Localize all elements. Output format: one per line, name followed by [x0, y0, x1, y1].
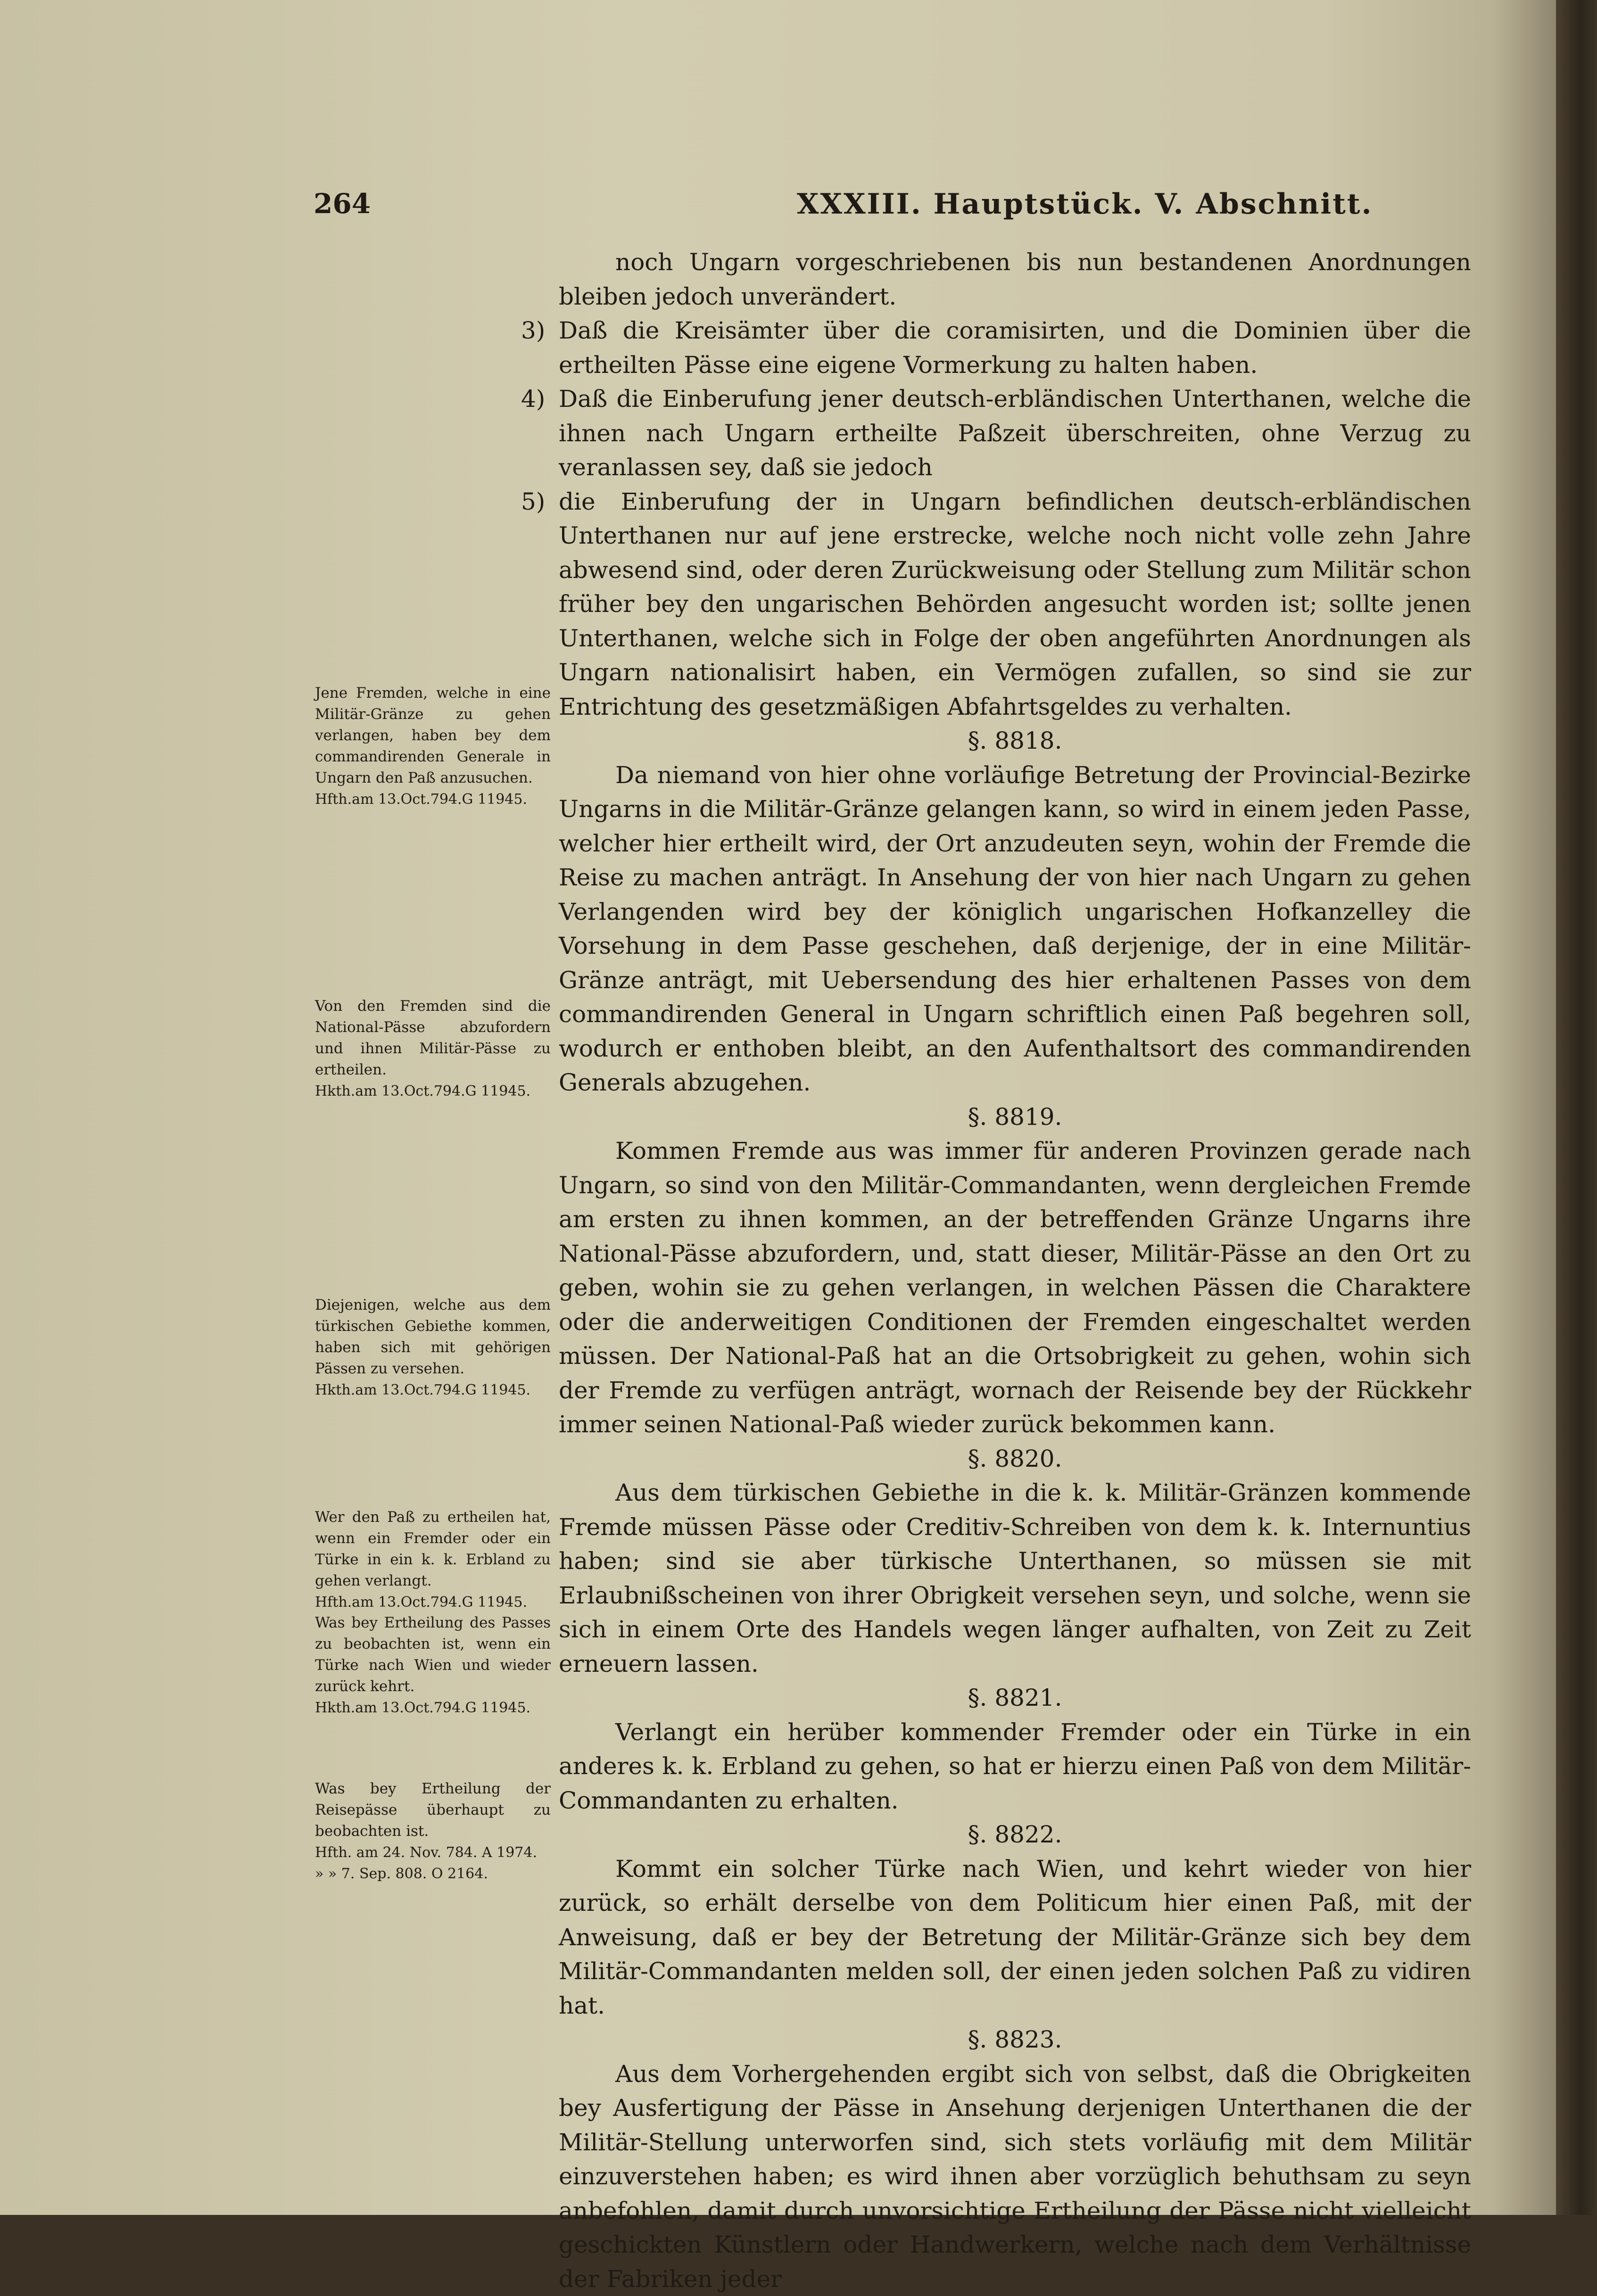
section-body-8823: Aus dem Vorhergehenden ergibt sich von selbst, daß die Obrigkeiten bey Ausfertigung der Pässe in Ansehung derjenigen Unterthanen die der Militär-Stellung unterworfen sind, sich stets vorläufig mit dem Militär einzuverstehen haben; es wird ihnen aber vorzüglich behuthsam zu seyn anbefohlen, damit durch unvorsichtige Ertheilung der Pässe nicht vielleicht geschickten Künstlern oder Handwerkern, welche nach dem Verhältnisse der Fabriken jeder	[559, 2057, 1471, 2296]
running-head: XXXIII. Hauptstück. V. Abschnitt.	[797, 188, 1373, 221]
item-text: die Einberufung der in Ungarn befindlichen deutsch-erbländischen Unterthanen nur auf jene erstrecke, welche noch nicht volle zehn Jahre abwesend sind, oder deren Zurückweisung oder Stellung zum Militär schon früher bey den ungarischen Behörden angesucht worden ist; sollte jenen Unterthanen, welche sich in Folge der oben angeführten Anordnungen als Ungarn nationalisirt haben, ein Vermögen zufallen, so sind sie zur Entrichtung des gesetzmäßigen Abfahrtsgeldes zu verhalten.	[559, 485, 1471, 724]
margin-note-ref: Hkth.am 13.Oct.794.G 11945.	[315, 1081, 551, 1102]
list-item	[559, 382, 1471, 485]
main-text	[559, 245, 1471, 2296]
item-number: 3)	[502, 314, 559, 382]
margin-note-ref: Hfth. am 24. Nov. 784. A 1974.	[315, 1842, 551, 1863]
item-number: 4)	[502, 382, 559, 485]
section-number-8819: §. 8819.	[559, 1100, 1471, 1134]
section-body-8819: Kommen Fremde aus was immer für anderen Provinzen gerade nach Ungarn, so sind von den Militär-Commandanten, wenn dergleichen Fremde am ersten zu ihnen kommen, an der betreffenden Gränze Ungarns ihre National-Pässe abzufordern, und, statt dieser, Militär-Pässe an den Ort zu geben, wohin sie zu gehen verlangen, in welchen Pässen die Charaktere oder die anderweitigen Conditionen der Fremden eingeschaltet werden müssen. Der National-Paß hat an die Ortsobrigkeit zu gehen, wohin sich der Fremde zu verfügen anträgt, wornach der Reisende bey der Rückkehr immer seinen National-Paß wieder zurück bekommen kann.	[559, 1134, 1471, 1442]
margin-note-ref: Hkth.am 13.Oct.794.G 11945.	[315, 1379, 551, 1401]
margin-note-text: Wer den Paß zu ertheilen hat, wenn ein Fremder oder ein Türke in ein k. k. Erbland zu gehen verlangt.	[315, 1509, 551, 1589]
section-number-8822: §. 8822.	[559, 1817, 1471, 1852]
margin-note-ref: Hfth.am 13.Oct.794.G 11945.	[315, 789, 551, 810]
margin-note-ref-2: » » 7. Sep. 808. O 2164.	[315, 1863, 551, 1884]
margin-note-text: Jene Fremden, welche in eine Militär-Gränze zu gehen verlangen, haben bey dem commandirenden Generale in Ungarn den Paß anzusuchen.	[315, 685, 551, 786]
continuation-text: noch Ungarn vorgeschriebenen bis nun bestandenen Anordnungen bleiben jedoch unverändert.	[559, 245, 1471, 314]
item-text: Daß die Einberufung jener deutsch-erbländischen Unterthanen, welche die ihnen nach Ungarn ertheilte Paßzeit überschreiten, ohne Verzug zu veranlassen sey, daß sie jedoch	[559, 382, 1471, 485]
margin-note-8820	[315, 1295, 551, 1401]
section-number-8821: §. 8821.	[559, 1681, 1471, 1715]
margin-note-ref: Hfth.am 13.Oct.794.G 11945.	[315, 1592, 551, 1613]
margin-note-8821	[315, 1507, 551, 1613]
margin-note-text: Von den Fremden sind die National-Pässe abzufordern und ihnen Militär-Pässe zu ertheilen.	[315, 998, 551, 1078]
margin-note-text: Was bey Ertheilung des Passes zu beobachten ist, wenn ein Türke nach Wien und wieder zurück kehrt.	[315, 1614, 551, 1695]
item-number: 5)	[502, 485, 559, 724]
margin-note-8819	[315, 996, 551, 1102]
section-body-8820: Aus dem türkischen Gebiethe in die k. k. Militär-Gränzen kommende Fremde müssen Pässe oder Creditiv-Schreiben von dem k. k. Internuntius haben; sind sie aber türkische Unterthanen, so müssen sie mit Erlaubnißscheinen von ihrer Obrigkeit versehen seyn, und solche, wenn sie sich in einem Orte des Handels wegen länger aufhalten, von Zeit zu Zeit erneuern lassen.	[559, 1476, 1471, 1681]
section-body-8818: Da niemand von hier ohne vorläufige Betretung der Provincial-Bezirke Ungarns in die Militär-Gränze gelangen kann, so wird in einem jeden Passe, welcher hier ertheilt wird, der Ort anzudeuten seyn, wohin der Fremde die Reise zu machen anträgt. In Ansehung der von hier nach Ungarn zu gehen Verlangenden wird bey der königlich ungarischen Hofkanzelley die Vorsehung in dem Passe geschehen, daß derjenige, der in eine Militär-Gränze anträgt, mit Uebersendung des hier erhaltenen Passes von dem commandirenden General in Ungarn schriftlich einen Paß begehren soll, wodurch er enthoben bleibt, an den Aufenthaltsort des commandirenden Generals abzugehen.	[559, 758, 1471, 1100]
page-number: 264	[314, 188, 371, 220]
section-body-8822: Kommt ein solcher Türke nach Wien, und kehrt wieder von hier zurück, so erhält derselbe von dem Politicum hier einen Paß, mit der Anweisung, daß er bey der Betretung der Militär-Gränze sich bey dem Militär-Commandanten melden soll, der einen jeden solchen Paß zu vidiren hat.	[559, 1852, 1471, 2023]
list-item	[559, 485, 1471, 724]
section-number-8818: §. 8818.	[559, 724, 1471, 758]
section-number-8823: §. 8823.	[559, 2023, 1471, 2057]
margin-note-8822	[315, 1612, 551, 1718]
section-body-8821: Verlangt ein herüber kommender Fremder oder ein Türke in ein anderes k. k. Erbland zu gehen, so hat er hierzu einen Paß von dem Militär-Commandanten zu erhalten.	[559, 1715, 1471, 1818]
margin-note-ref: Hkth.am 13.Oct.794.G 11945.	[315, 1697, 551, 1718]
section-number-8820: §. 8820.	[559, 1442, 1471, 1476]
item-text: Daß die Kreisämter über die coramisirten, und die Dominien über die ertheilten Pässe eine eigene Vormerkung zu halten haben.	[559, 314, 1471, 382]
list-item	[559, 314, 1471, 382]
margin-note-8823	[315, 1778, 551, 1884]
book-spine	[1556, 0, 1597, 2215]
margin-note-text: Was bey Ertheilung der Reisepässe überhaupt zu beobachten ist.	[315, 1780, 551, 1840]
margin-note-text: Diejenigen, welche aus dem türkischen Gebiethe kommen, haben sich mit gehörigen Pässen zu versehen.	[315, 1297, 551, 1377]
